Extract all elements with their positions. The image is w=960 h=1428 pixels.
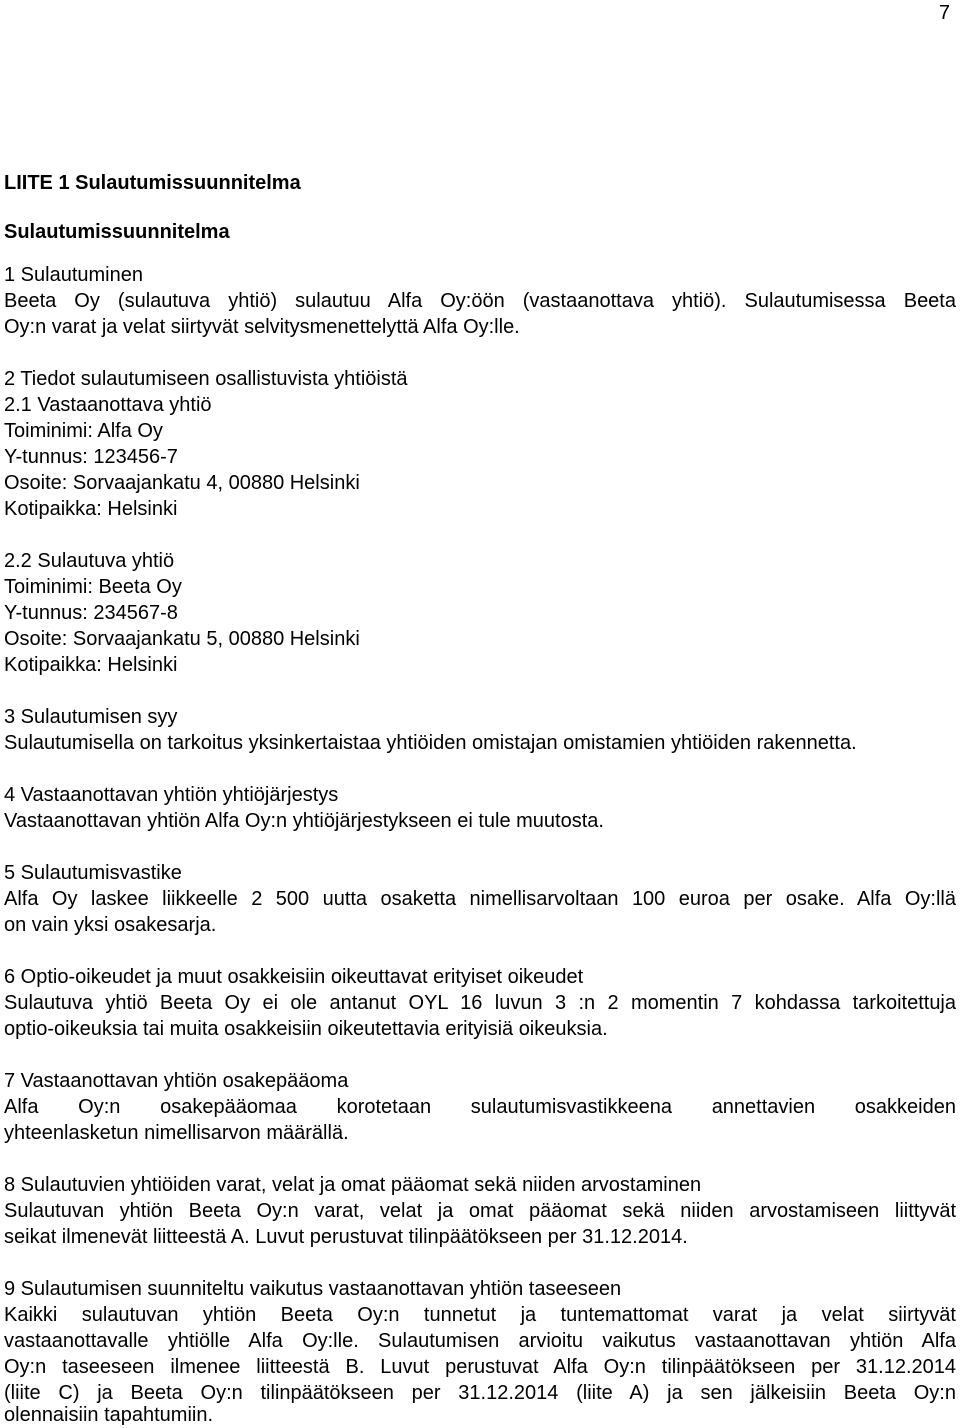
section-9-line-5: olennaisiin tapahtumiin.: [4, 1404, 214, 1426]
section-8-line-1: Sulautuvan yhtiön Beeta Oy:n varat, velat ja omat pääomat sekä niiden arvostamiseen liittyvät: [4, 1200, 956, 1222]
section-3-line-1: Sulautumisella on tarkoitus yksinkertaistaa yhtiöiden omistajan omistamien yhtiöiden rakennetta.: [4, 732, 857, 754]
section-9-line-4: (liite C) ja Beeta Oy:n tilinpäätökseen per 31.12.2014 (liite A) ja sen jälkeisiin Beeta Oy:n: [4, 1382, 956, 1404]
section-2-heading: 2 Tiedot sulautumiseen osallistuvista yhtiöistä: [4, 368, 408, 390]
section-8-heading: 8 Sulautuvien yhtiöiden varat, velat ja omat pääomat sekä niiden arvostaminen: [4, 1174, 702, 1196]
section-9-heading: 9 Sulautumisen suunniteltu vaikutus vastaanottavan yhtiön taseeseen: [4, 1278, 622, 1300]
section-1-heading: 1 Sulautuminen: [4, 264, 143, 286]
section-7-heading: 7 Vastaanottavan yhtiön osakepääoma: [4, 1070, 349, 1092]
section-2-2-heading: 2.2 Sulautuva yhtiö: [4, 550, 175, 572]
section-4-heading: 4 Vastaanottavan yhtiön yhtiöjärjestys: [4, 784, 339, 806]
page-number: 7: [938, 2, 950, 24]
section-5-heading: 5 Sulautumisvastike: [4, 862, 182, 884]
merging-company-address: Osoite: Sorvaajankatu 5, 00880 Helsinki: [4, 628, 360, 650]
section-1-line-1: Beeta Oy (sulautuva yhtiö) sulautuu Alfa Oy:öön (vastaanottava yhtiö). Sulautumisessa Beeta: [4, 290, 956, 312]
section-6-heading: 6 Optio-oikeudet ja muut osakkeisiin oikeuttavat erityiset oikeudet: [4, 966, 584, 988]
document-title: Sulautumissuunnitelma: [4, 221, 230, 243]
section-6-line-1: [4, 990, 956, 1016]
section-8-line-2: seikat ilmenevät liitteestä A. Luvut perustuvat tilinpäätökseen per 31.12.2014.: [4, 1226, 688, 1248]
merging-company-domicile: Kotipaikka: Helsinki: [4, 654, 178, 676]
section-2-1-heading: 2.1 Vastaanottava yhtiö: [4, 394, 212, 416]
section-5-line-1: Alfa Oy laskee liikkeelle 2 500 uutta osaketta nimellisarvoltaan 100 euroa per osake. Alfa Oy:llä: [4, 888, 956, 910]
receiving-company-domicile: Kotipaikka: Helsinki: [4, 498, 178, 520]
merging-company-business-id: Y-tunnus: 234567-8: [4, 602, 178, 624]
section-7-line-1: Alfa Oy:n osakepääomaa korotetaan sulautumisvastikkeena annettavien osakkeiden: [4, 1096, 956, 1118]
section-9-line-3: Oy:n taseeseen ilmenee liitteestä B. Luvut perustuvat Alfa Oy:n tilinpäätökseen per 31.12.2014: [4, 1356, 956, 1378]
section-7-line-2: yhteenlasketun nimellisarvon määrällä.: [4, 1122, 349, 1144]
section-3-heading: 3 Sulautumisen syy: [4, 706, 178, 728]
section-4-line-1: Vastaanottavan yhtiön Alfa Oy:n yhtiöjärjestykseen ei tule muutosta.: [4, 810, 604, 832]
section-6-line-1-end: :n 2 momentin 7 kohdassa tarkoitettuja: [578, 992, 957, 1014]
section-5-line-2: on vain yksi osakesarja.: [4, 914, 217, 936]
section-6-line-1-start: Sulautuva yhtiö Beeta Oy ei ole antanut OYL 16 luvun 3: [4, 992, 579, 1014]
receiving-company-address: Osoite: Sorvaajankatu 4, 00880 Helsinki: [4, 472, 360, 494]
receiving-company-business-id: Y-tunnus: 123456-7: [4, 446, 178, 468]
section-9-line-2: vastaanottavalle yhtiölle Alfa Oy:lle. Sulautumisen arvioitu vaikutus vastaanottavan yhtiön Alfa: [4, 1330, 956, 1352]
section-9-line-1: Kaikki sulautuvan yhtiön Beeta Oy:n tunnetut ja tuntemattomat varat ja velat siirtyvät: [4, 1304, 956, 1326]
section-6-line-2: optio-oikeuksia tai muita osakkeisiin oikeutettavia erityisiä oikeuksia.: [4, 1018, 608, 1040]
merging-company-name: Toiminimi: Beeta Oy: [4, 576, 182, 598]
section-1-line-2: Oy:n varat ja velat siirtyvät selvitysmenettelyttä Alfa Oy:lle.: [4, 316, 520, 338]
receiving-company-name: Toiminimi: Alfa Oy: [4, 420, 163, 442]
appendix-title: LIITE 1 Sulautumissuunnitelma: [4, 172, 301, 194]
